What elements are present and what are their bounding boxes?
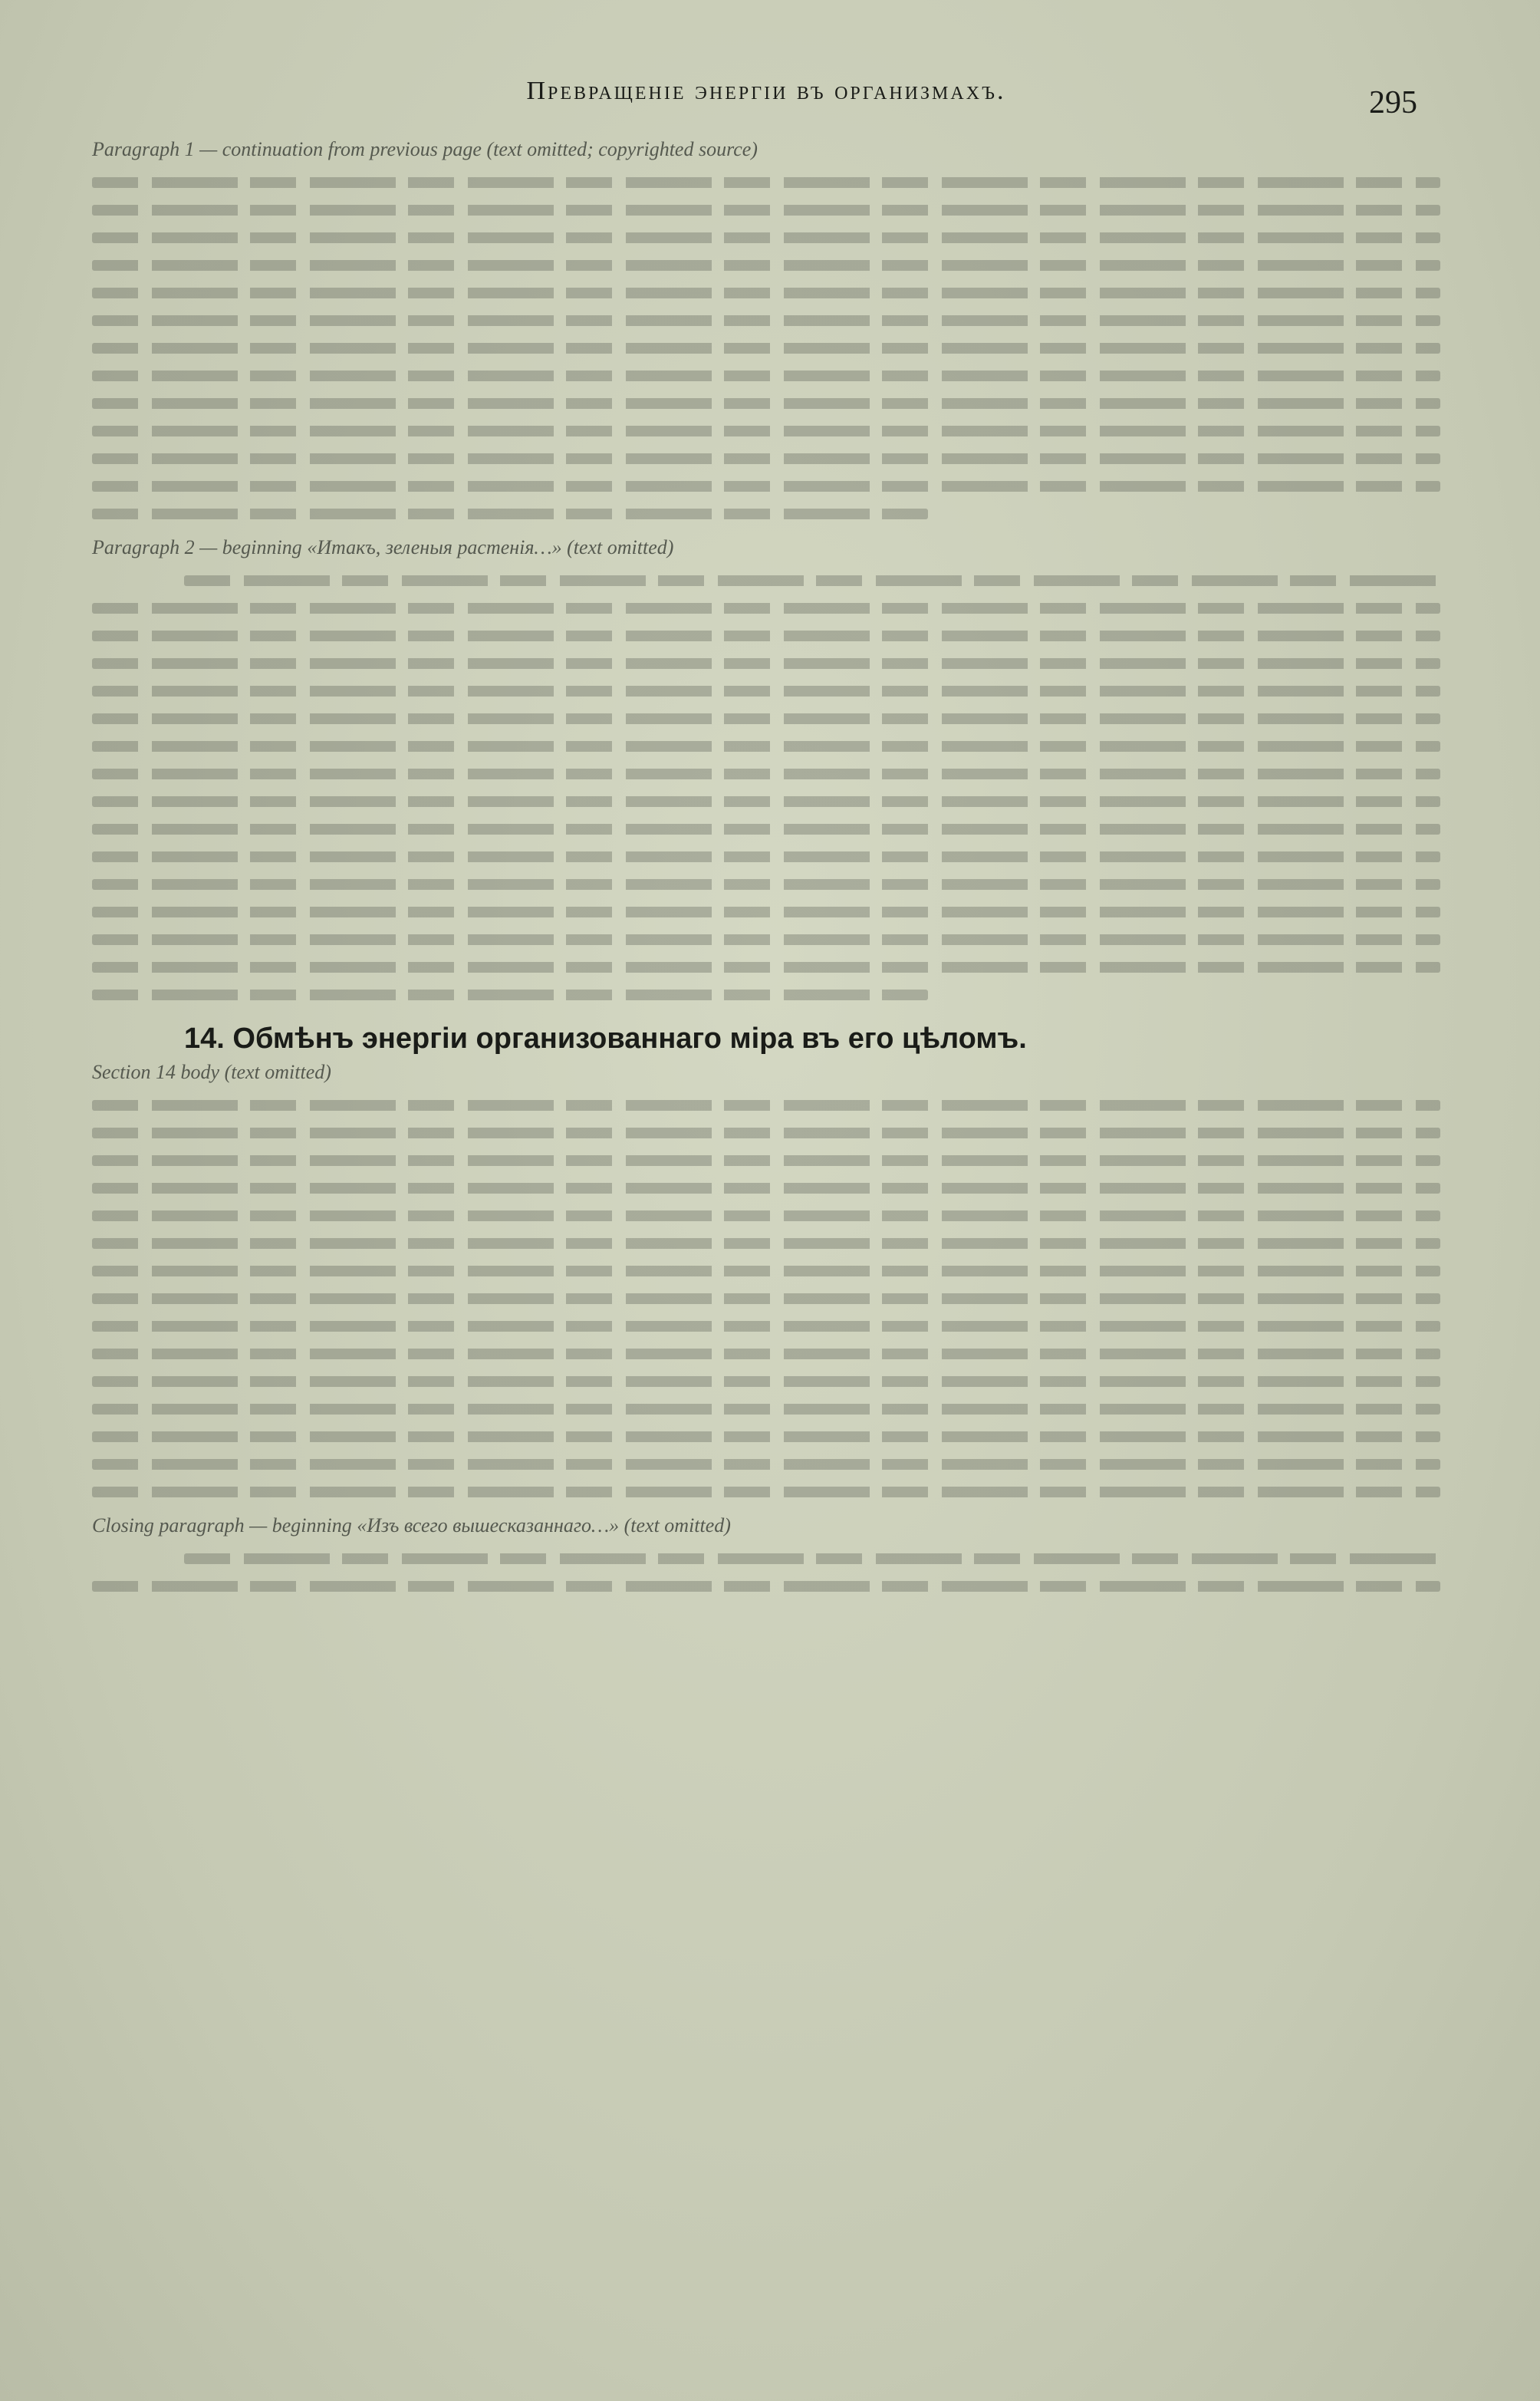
text-line-placeholder: [92, 713, 1440, 724]
omitted-text-note: Paragraph 2 — beginning «Итакъ, зеленыя растенія…» (text omitted): [92, 536, 674, 558]
text-line-placeholder: [92, 990, 928, 1000]
text-line-placeholder: [92, 1155, 1440, 1166]
text-line-placeholder: [92, 1183, 1440, 1194]
omitted-text-note: Section 14 body (text omitted): [92, 1061, 331, 1083]
text-line-placeholder: [92, 1321, 1440, 1332]
text-line-placeholder: [92, 481, 1440, 492]
text-line-placeholder: [92, 769, 1440, 779]
text-line-placeholder: [92, 1581, 1440, 1592]
omitted-text-note: Paragraph 1 — continuation from previous page (text omitted; copyrighted source): [92, 138, 758, 160]
text-line-placeholder: [92, 205, 1440, 216]
page-number: 295: [1369, 85, 1417, 120]
running-head: Превращеніе энергіи въ организмахъ.: [526, 77, 1006, 105]
text-line-placeholder: [92, 315, 1440, 326]
text-line-placeholder: [92, 1238, 1440, 1249]
section-block: [92, 1017, 1440, 1497]
text-line-placeholder: [92, 1266, 1440, 1276]
text-line-placeholder: [92, 260, 1440, 271]
page-body: [92, 138, 1440, 1592]
text-line-placeholder: [92, 1376, 1440, 1387]
text-line-placeholder: [92, 631, 1440, 641]
text-line-placeholder: [92, 1459, 1440, 1470]
text-line-placeholder: [92, 1349, 1440, 1359]
text-line-placeholder: [92, 1210, 1440, 1221]
text-line-placeholder: [92, 1431, 1440, 1442]
omitted-text-note: Closing paragraph — beginning «Изъ всего вышесказаннаго…» (text omitted): [92, 1514, 731, 1536]
text-line-placeholder: [92, 796, 1440, 807]
text-line-placeholder: [92, 288, 1440, 298]
text-line-placeholder: [92, 824, 1440, 835]
text-line-placeholder: [92, 1100, 1440, 1111]
text-line-placeholder: [92, 343, 1440, 354]
text-line-placeholder: [92, 1487, 1440, 1497]
text-line-placeholder: [92, 658, 1440, 669]
text-line-placeholder: [92, 1404, 1440, 1415]
text-line-placeholder: [92, 851, 1440, 862]
paragraph-block: [92, 138, 1440, 519]
text-line-placeholder: [92, 1293, 1440, 1304]
text-line-placeholder: [92, 426, 1440, 436]
text-line-placeholder: [92, 879, 1440, 890]
text-line-placeholder: [92, 177, 1440, 188]
paragraph-block: [92, 536, 1440, 1000]
text-line-placeholder: [92, 509, 928, 519]
text-line-placeholder: [92, 934, 1440, 945]
text-line-placeholder: [92, 603, 1440, 614]
paragraph-block: [92, 1514, 1440, 1592]
page-header: [92, 77, 1440, 138]
text-line-placeholder: [184, 575, 1440, 586]
text-line-placeholder: [92, 741, 1440, 752]
text-line-placeholder: [92, 1128, 1440, 1138]
text-line-placeholder: [92, 232, 1440, 243]
text-line-placeholder: [92, 962, 1440, 973]
section-title: 14. Обмѣнъ энергіи организованнаго міра въ его цѣломъ.: [184, 1023, 1027, 1055]
text-line-placeholder: [184, 1553, 1440, 1564]
text-line-placeholder: [92, 907, 1440, 917]
text-line-placeholder: [92, 453, 1440, 464]
text-line-placeholder: [92, 371, 1440, 381]
text-line-placeholder: [92, 686, 1440, 697]
text-line-placeholder: [92, 398, 1440, 409]
